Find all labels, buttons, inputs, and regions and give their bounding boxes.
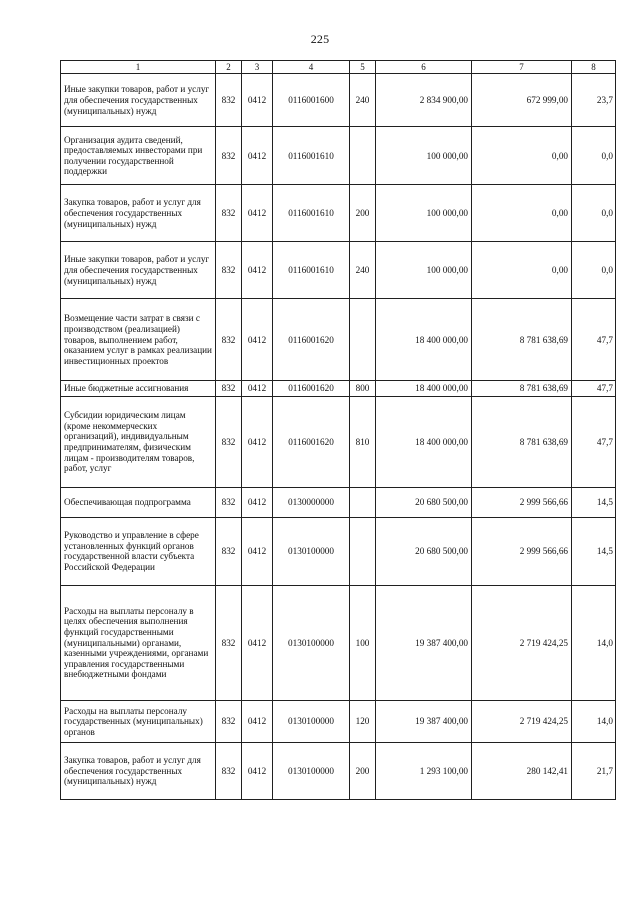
row-grbs-cell: 832 (216, 242, 242, 299)
row-grbs-cell: 832 (216, 299, 242, 381)
header-cell-6: 6 (376, 61, 472, 74)
row-name-cell: Иные бюджетные ассигнования (61, 381, 216, 397)
row-vr-cell (350, 517, 376, 585)
row-section-cell: 0412 (242, 742, 273, 799)
row-vr-cell (350, 127, 376, 185)
row-percent-cell: 14,0 (572, 700, 616, 742)
row-target-cell: 0130100000 (273, 700, 350, 742)
row-percent-cell: 0,0 (572, 242, 616, 299)
row-section-cell: 0412 (242, 585, 273, 700)
row-percent-cell: 23,7 (572, 74, 616, 127)
row-section-cell: 0412 (242, 299, 273, 381)
row-fact-cell: 280 142,41 (472, 742, 572, 799)
row-fact-cell: 2 999 566,66 (472, 487, 572, 517)
table-row (61, 381, 616, 397)
row-section-cell: 0412 (242, 127, 273, 185)
header-cell-7: 7 (472, 61, 572, 74)
row-percent-cell: 47,7 (572, 396, 616, 487)
row-fact-cell: 0,00 (472, 185, 572, 242)
row-name-cell: Руководство и управление в сфере установленных функций органов государственной власти субъекта Российской Федерации (61, 517, 216, 585)
row-grbs-cell: 832 (216, 700, 242, 742)
row-target-cell: 0116001600 (273, 74, 350, 127)
row-fact-cell: 672 999,00 (472, 74, 572, 127)
row-plan-cell: 18 400 000,00 (376, 299, 472, 381)
row-percent-cell: 14,5 (572, 517, 616, 585)
row-grbs-cell: 832 (216, 396, 242, 487)
table-row (61, 700, 616, 742)
page-number: 225 (310, 32, 330, 46)
row-vr-cell: 200 (350, 742, 376, 799)
row-vr-cell (350, 487, 376, 517)
table-header-row (61, 61, 616, 74)
row-section-cell: 0412 (242, 700, 273, 742)
row-percent-cell: 0,0 (572, 127, 616, 185)
row-fact-cell: 2 719 424,25 (472, 700, 572, 742)
row-fact-cell: 2 719 424,25 (472, 585, 572, 700)
row-section-cell: 0412 (242, 381, 273, 397)
row-target-cell: 0130100000 (273, 517, 350, 585)
row-plan-cell: 100 000,00 (376, 127, 472, 185)
row-section-cell: 0412 (242, 517, 273, 585)
row-grbs-cell: 832 (216, 517, 242, 585)
row-grbs-cell: 832 (216, 127, 242, 185)
row-vr-cell: 240 (350, 74, 376, 127)
row-name-cell: Организация аудита сведений, предоставляемых инвесторами при получении государственной поддержки (61, 127, 216, 185)
row-percent-cell: 14,5 (572, 487, 616, 517)
row-plan-cell: 1 293 100,00 (376, 742, 472, 799)
row-percent-cell: 21,7 (572, 742, 616, 799)
row-percent-cell: 0,0 (572, 185, 616, 242)
row-vr-cell: 200 (350, 185, 376, 242)
row-name-cell: Расходы на выплаты персоналу государственных (муниципальных) органов (61, 700, 216, 742)
row-fact-cell: 8 781 638,69 (472, 299, 572, 381)
row-fact-cell: 2 999 566,66 (472, 517, 572, 585)
row-target-cell: 0116001620 (273, 381, 350, 397)
row-vr-cell (350, 299, 376, 381)
row-fact-cell: 8 781 638,69 (472, 396, 572, 487)
row-target-cell: 0130100000 (273, 742, 350, 799)
header-cell-4: 4 (273, 61, 350, 74)
row-grbs-cell: 832 (216, 585, 242, 700)
table-row (61, 242, 616, 299)
row-section-cell: 0412 (242, 185, 273, 242)
row-target-cell: 0116001610 (273, 127, 350, 185)
row-section-cell: 0412 (242, 396, 273, 487)
row-vr-cell: 240 (350, 242, 376, 299)
row-plan-cell: 20 680 500,00 (376, 517, 472, 585)
row-grbs-cell: 832 (216, 487, 242, 517)
row-fact-cell: 8 781 638,69 (472, 381, 572, 397)
header-cell-2: 2 (216, 61, 242, 74)
row-section-cell: 0412 (242, 74, 273, 127)
row-name-cell: Иные закупки товаров, работ и услуг для обеспечения государственных (муниципальных) нужд (61, 242, 216, 299)
row-plan-cell: 19 387 400,00 (376, 585, 472, 700)
header-cell-1: 1 (61, 61, 216, 74)
row-vr-cell: 800 (350, 381, 376, 397)
table-row (61, 517, 616, 585)
row-fact-cell: 0,00 (472, 242, 572, 299)
row-target-cell: 0116001620 (273, 299, 350, 381)
row-name-cell: Возмещение части затрат в связи с производством (реализацией) товаров, выполнением работ, оказанием услуг в рамках реализации инвестиционных проектов (61, 299, 216, 381)
table-row (61, 299, 616, 381)
budget-table (60, 60, 616, 800)
row-percent-cell: 47,7 (572, 299, 616, 381)
table-row (61, 74, 616, 127)
row-vr-cell: 120 (350, 700, 376, 742)
row-plan-cell: 19 387 400,00 (376, 700, 472, 742)
row-fact-cell: 0,00 (472, 127, 572, 185)
row-plan-cell: 18 400 000,00 (376, 381, 472, 397)
row-section-cell: 0412 (242, 487, 273, 517)
row-plan-cell: 2 834 900,00 (376, 74, 472, 127)
row-plan-cell: 100 000,00 (376, 242, 472, 299)
row-name-cell: Иные закупки товаров, работ и услуг для обеспечения государственных (муниципальных) нужд (61, 74, 216, 127)
row-name-cell: Закупка товаров, работ и услуг для обеспечения государственных (муниципальных) нужд (61, 742, 216, 799)
row-plan-cell: 100 000,00 (376, 185, 472, 242)
row-vr-cell: 100 (350, 585, 376, 700)
row-grbs-cell: 832 (216, 185, 242, 242)
table-row (61, 742, 616, 799)
row-grbs-cell: 832 (216, 381, 242, 397)
row-percent-cell: 47,7 (572, 381, 616, 397)
row-grbs-cell: 832 (216, 74, 242, 127)
header-cell-3: 3 (242, 61, 273, 74)
table-row (61, 396, 616, 487)
table-row (61, 185, 616, 242)
row-target-cell: 0116001610 (273, 242, 350, 299)
row-vr-cell: 810 (350, 396, 376, 487)
row-target-cell: 0130100000 (273, 585, 350, 700)
row-section-cell: 0412 (242, 242, 273, 299)
header-cell-8: 8 (572, 61, 616, 74)
row-target-cell: 0116001620 (273, 396, 350, 487)
row-target-cell: 0116001610 (273, 185, 350, 242)
row-name-cell: Обеспечивающая подпрограмма (61, 487, 216, 517)
row-plan-cell: 20 680 500,00 (376, 487, 472, 517)
row-name-cell: Закупка товаров, работ и услуг для обеспечения государственных (муниципальных) нужд (61, 185, 216, 242)
header-cell-5: 5 (350, 61, 376, 74)
row-percent-cell: 14,0 (572, 585, 616, 700)
table-row (61, 127, 616, 185)
row-name-cell: Субсидии юридическим лицам (кроме некоммерческих организаций), индивидуальным предпринимателям, физическим лицам - производителям товаров, работ, услуг (61, 396, 216, 487)
table-row (61, 585, 616, 700)
row-plan-cell: 18 400 000,00 (376, 396, 472, 487)
table-row (61, 487, 616, 517)
row-name-cell: Расходы на выплаты персоналу в целях обеспечения выполнения функций государственными (муниципальными) органами, казенными учреждениями, органами управления государственными внебюджетными фондами (61, 585, 216, 700)
row-grbs-cell: 832 (216, 742, 242, 799)
row-target-cell: 0130000000 (273, 487, 350, 517)
